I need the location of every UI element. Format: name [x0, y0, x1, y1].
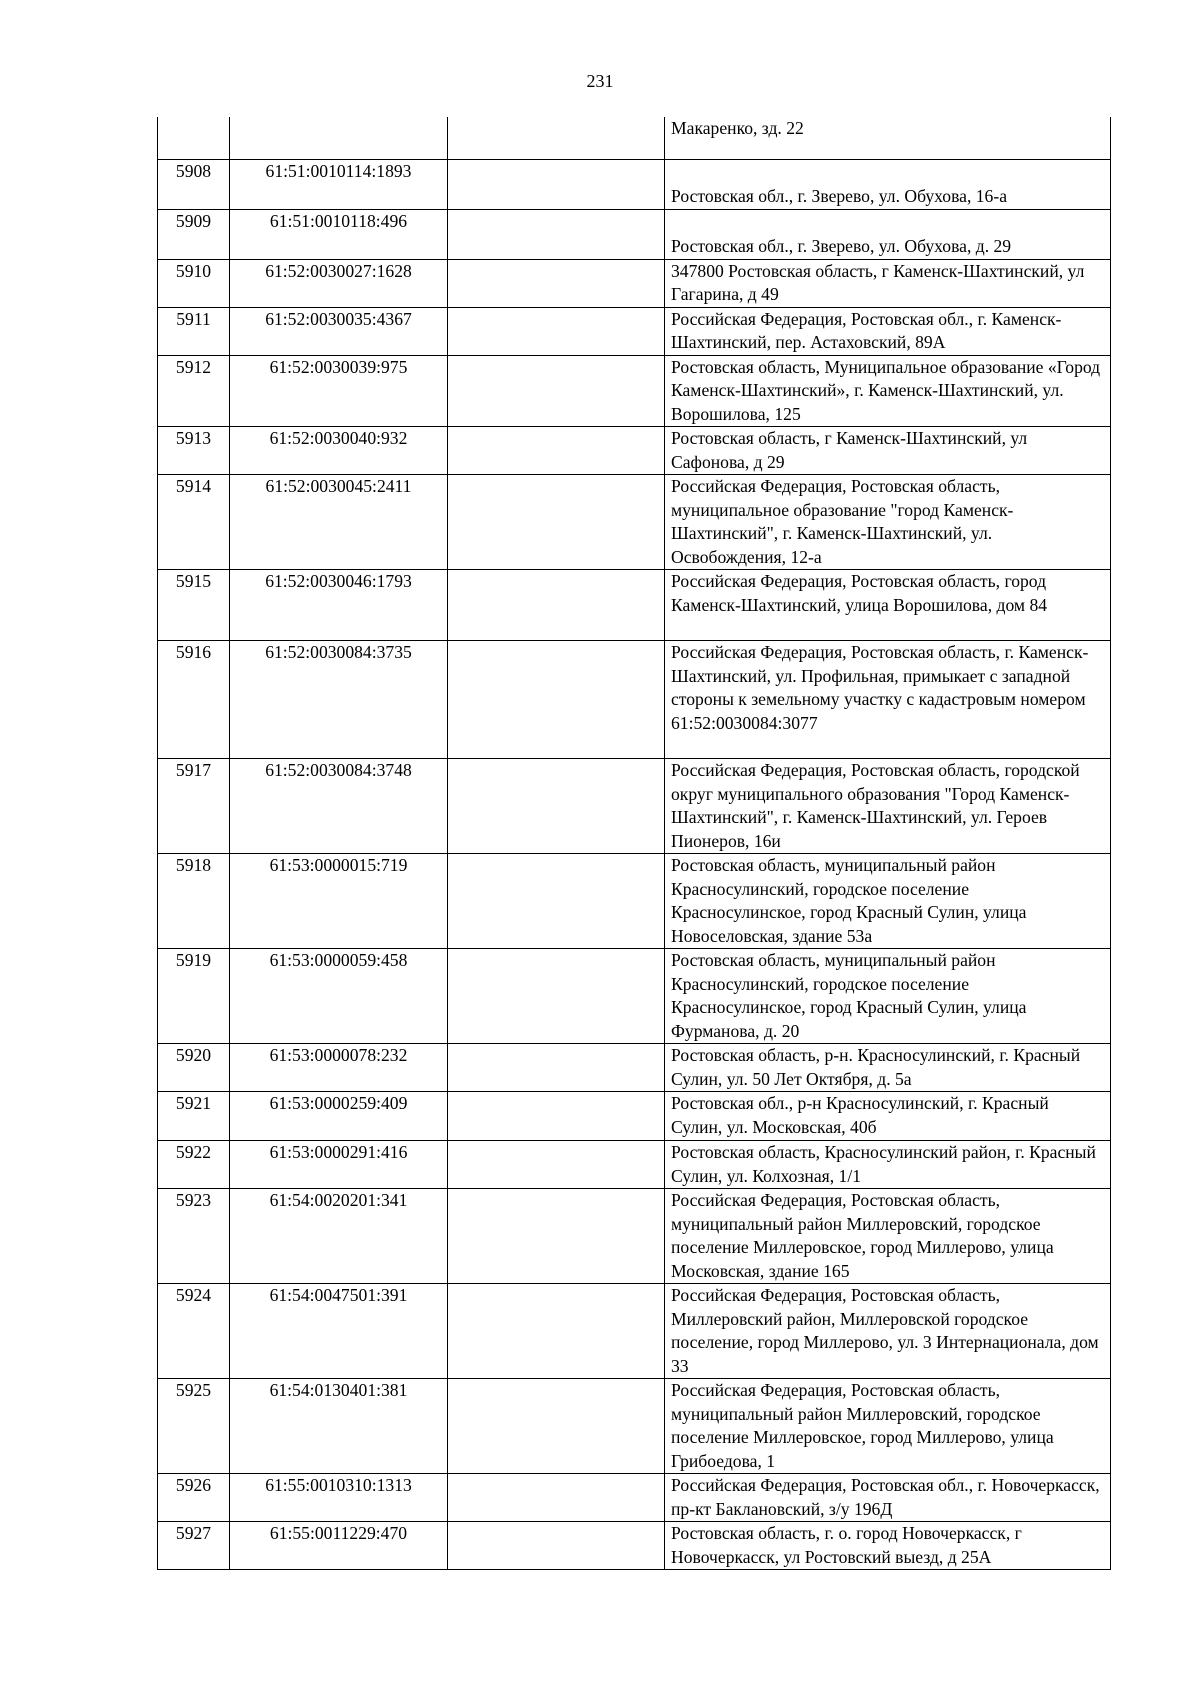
empty-cell — [448, 570, 665, 641]
table-row — [158, 427, 1111, 475]
row-number-cell: 5909 — [158, 209, 230, 259]
empty-cell — [448, 1141, 665, 1189]
address-cell: Ростовская область, г Каменск-Шахтинский, ул Сафонова, д 29 — [665, 427, 1111, 475]
cadastral-number-cell: 61:52:0030045:2411 — [230, 475, 448, 570]
cadastral-number-cell: 61:53:0000015:719 — [230, 854, 448, 949]
table-row — [158, 854, 1111, 949]
table-row — [158, 475, 1111, 570]
address-cell: Российская Федерация, Ростовская область, Миллеровский район, Миллеровской городское поселение, город Миллерово, ул. 3 Интернационала, дом 33 — [665, 1284, 1111, 1379]
table-row — [158, 570, 1111, 641]
empty-cell — [448, 307, 665, 355]
empty-cell — [448, 1092, 665, 1141]
row-number-cell: 5925 — [158, 1379, 230, 1474]
table-row — [158, 1474, 1111, 1522]
cadastral-number-cell: 61:54:0047501:391 — [230, 1284, 448, 1379]
empty-cell — [448, 854, 665, 949]
row-number-cell: 5926 — [158, 1474, 230, 1522]
cadastral-number-cell: 61:53:0000291:416 — [230, 1141, 448, 1189]
row-number-cell: 5922 — [158, 1141, 230, 1189]
table-row — [158, 641, 1111, 759]
address-cell: Российская Федерация, Ростовская область, муниципальный район Миллеровский, городское поселение Миллеровское, город Миллерово, улица Московская, здание 165 — [665, 1189, 1111, 1284]
address-cell: Российская Федерация, Ростовская обл., г. Каменск-Шахтинский, пер. Астаховский, 89А — [665, 307, 1111, 355]
empty-cell — [448, 1379, 665, 1474]
cadastral-number-cell: 61:53:0000259:409 — [230, 1092, 448, 1141]
registry-table-body — [158, 117, 1111, 1570]
registry-table — [157, 117, 1111, 1570]
empty-cell — [448, 641, 665, 759]
row-number-cell: 5917 — [158, 759, 230, 854]
cadastral-number-cell: 61:53:0000059:458 — [230, 949, 448, 1044]
row-number-cell: 5918 — [158, 854, 230, 949]
row-number-cell: 5908 — [158, 159, 230, 209]
cadastral-number-cell: 61:52:0030040:932 — [230, 427, 448, 475]
row-number-cell: 5923 — [158, 1189, 230, 1284]
empty-cell — [448, 759, 665, 854]
address-cell: Российская Федерация, Ростовская область, г. Каменск-Шахтинский, ул. Профильная, примыкает с западной стороны к земельному участку с кадастровым номером 61:52:0030084:3077 — [665, 641, 1111, 759]
table-row — [158, 1092, 1111, 1141]
table-row — [158, 949, 1111, 1044]
address-cell: Ростовская область, р-н. Красносулинский, г. Красный Сулин, ул. 50 Лет Октября, д. 5а — [665, 1044, 1111, 1092]
address-cell: Ростовская область, муниципальный район Красносулинский, городское поселение Красносулинское, город Красный Сулин, улица Фурманова, д. 20 — [665, 949, 1111, 1044]
table-row — [158, 1189, 1111, 1284]
row-number-cell: 5916 — [158, 641, 230, 759]
row-number-cell: 5915 — [158, 570, 230, 641]
cadastral-number-cell: 61:54:0020201:341 — [230, 1189, 448, 1284]
row-number-cell: 5920 — [158, 1044, 230, 1092]
cadastral-number-cell — [230, 117, 448, 159]
address-cell: 347800 Ростовская область, г Каменск-Шахтинский, ул Гагарина, д 49 — [665, 259, 1111, 307]
page-number: 231 — [586, 71, 614, 91]
row-number-cell: 5919 — [158, 949, 230, 1044]
row-number-cell: 5913 — [158, 427, 230, 475]
row-number-cell: 5914 — [158, 475, 230, 570]
cadastral-number-cell: 61:52:0030084:3748 — [230, 759, 448, 854]
cadastral-number-cell: 61:52:0030039:975 — [230, 355, 448, 427]
empty-cell — [448, 117, 665, 159]
address-cell: Российская Федерация, Ростовская область, муниципальный район Миллеровский, городское поселение Миллеровское, город Миллерово, улица Грибоедова, 1 — [665, 1379, 1111, 1474]
address-cell: Российская Федерация, Ростовская область, город Каменск-Шахтинский, улица Ворошилова, дом 84 — [665, 570, 1111, 641]
cadastral-number-cell: 61:51:0010114:1893 — [230, 159, 448, 209]
table-row — [158, 759, 1111, 854]
empty-cell — [448, 1189, 665, 1284]
address-cell: Макаренко, зд. 22 — [665, 117, 1111, 159]
empty-cell — [448, 259, 665, 307]
table-row — [158, 259, 1111, 307]
table-row — [158, 1141, 1111, 1189]
table-row — [158, 1379, 1111, 1474]
table-row — [158, 117, 1111, 159]
cadastral-number-cell: 61:54:0130401:381 — [230, 1379, 448, 1474]
cadastral-number-cell: 61:53:0000078:232 — [230, 1044, 448, 1092]
row-number-cell: 5910 — [158, 259, 230, 307]
empty-cell — [448, 159, 665, 209]
cadastral-number-cell: 61:55:0011229:470 — [230, 1522, 448, 1570]
cadastral-number-cell: 61:52:0030084:3735 — [230, 641, 448, 759]
empty-cell — [448, 355, 665, 427]
address-cell: Ростовская обл., г. Зверево, ул. Обухова, 16-а — [665, 159, 1111, 209]
table-row — [158, 1522, 1111, 1570]
address-cell: Российская Федерация, Ростовская область, муниципальное образование "город Каменск-Шахтинский", г. Каменск-Шахтинский, ул. Освобождения, 12-а — [665, 475, 1111, 570]
cadastral-number-cell: 61:52:0030046:1793 — [230, 570, 448, 641]
address-cell: Ростовская область, муниципальный район Красносулинский, городское поселение Красносулинское, город Красный Сулин, улица Новоселовская, здание 53а — [665, 854, 1111, 949]
empty-cell — [448, 475, 665, 570]
table-row — [158, 209, 1111, 259]
cadastral-number-cell: 61:51:0010118:496 — [230, 209, 448, 259]
row-number-cell: 5912 — [158, 355, 230, 427]
cadastral-number-cell: 61:55:0010310:1313 — [230, 1474, 448, 1522]
row-number-cell: 5927 — [158, 1522, 230, 1570]
address-cell: Ростовская область, г. о. город Новочеркасск, г Новочеркасск, ул Ростовский выезд, д 25А — [665, 1522, 1111, 1570]
empty-cell — [448, 209, 665, 259]
empty-cell — [448, 1474, 665, 1522]
address-cell: Ростовская область, Красносулинский район, г. Красный Сулин, ул. Колхозная, 1/1 — [665, 1141, 1111, 1189]
cadastral-number-cell: 61:52:0030027:1628 — [230, 259, 448, 307]
cadastral-number-cell: 61:52:0030035:4367 — [230, 307, 448, 355]
address-cell: Ростовская обл., г. Зверево, ул. Обухова, д. 29 — [665, 209, 1111, 259]
empty-cell — [448, 949, 665, 1044]
empty-cell — [448, 427, 665, 475]
table-row — [158, 1044, 1111, 1092]
table-row — [158, 1284, 1111, 1379]
empty-cell — [448, 1284, 665, 1379]
address-cell: Российская Федерация, Ростовская обл., г. Новочеркасск, пр-кт Баклановский, з/у 196Д — [665, 1474, 1111, 1522]
row-number-cell — [158, 117, 230, 159]
address-cell: Ростовская область, Муниципальное образование «Город Каменск-Шахтинский», г. Каменск-Шахтинский, ул. Ворошилова, 125 — [665, 355, 1111, 427]
row-number-cell: 5921 — [158, 1092, 230, 1141]
address-cell: Российская Федерация, Ростовская область, городской округ муниципального образования "Город Каменск-Шахтинский", г. Каменск-Шахтинский, ул. Героев Пионеров, 16и — [665, 759, 1111, 854]
address-cell: Ростовская обл., р-н Красносулинский, г. Красный Сулин, ул. Московская, 40б — [665, 1092, 1111, 1141]
empty-cell — [448, 1044, 665, 1092]
table-row — [158, 355, 1111, 427]
table-row — [158, 159, 1111, 209]
empty-cell — [448, 1522, 665, 1570]
row-number-cell: 5924 — [158, 1284, 230, 1379]
row-number-cell: 5911 — [158, 307, 230, 355]
table-row — [158, 307, 1111, 355]
